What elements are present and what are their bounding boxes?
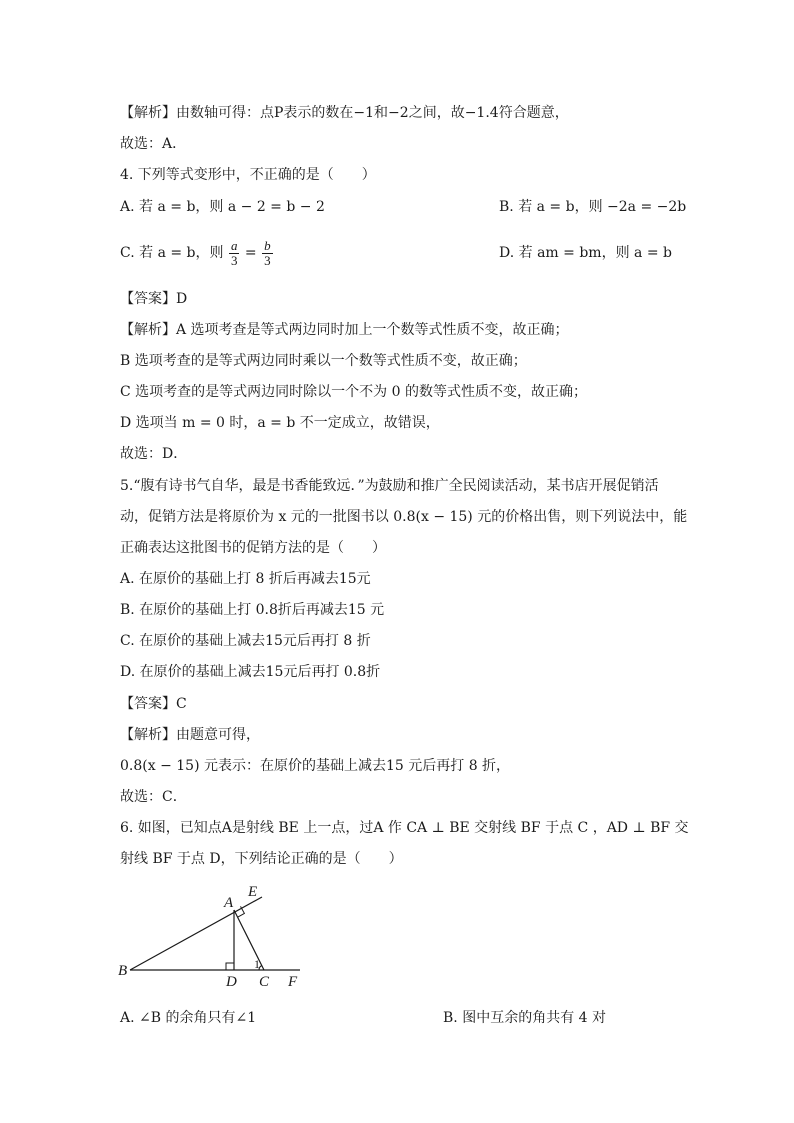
equals-sign: = [244,245,257,261]
right-angle-mark-d [226,963,234,970]
q4-stem: 4. 下列等式变形中，不正确的是（ ） [120,167,376,183]
q6-option-a: A. ∠B 的余角只有∠1 [120,1010,257,1026]
right-angle-mark-a [238,906,245,917]
q5-answer: 【答案】C [120,696,187,712]
q6-stem-line-2: 射线 BF 于点 D，下列结论正确的是（ ） [120,851,403,867]
fraction-denominator: 3 [264,252,271,268]
q5-option-a: A. 在原价的基础上打 8 折后再减去15元 [120,571,371,587]
geometry-figure [112,880,312,992]
q4-option-c [120,238,274,268]
q5-stem-line-3: 正确表达这批图书的促销方法的是（ ） [120,540,386,556]
label-e: E [248,884,258,900]
q6-stem-line-1: 6. 如图，已知点A是射线 BE 上一点，过A 作 CA ⊥ BE 交射线 BF 于点 C ，AD ⊥ BF 交 [120,820,689,836]
q3-analysis-line: 【解析】由数轴可得：点P表示的数在−1和−2之间，故−1.4符合题意， [120,105,569,121]
q5-option-c: C. 在原价的基础上减去15元后再打 8 折 [120,633,371,649]
label-b: B [118,963,128,979]
fraction-denominator: 3 [230,252,238,268]
fraction-b-over-3 [262,239,273,268]
q4-answer: 【答案】D [120,291,188,307]
fraction-numerator: a [230,237,238,253]
label-c: C [259,974,270,990]
q5-stem-line-1: 5.“腹有诗书气自华，最是书香能致远．”为鼓励和推广全民阅读活动，某书店开展促销活 [120,478,659,494]
q4-analysis-c: C 选项考查的是等式两边同时除以一个不为 0 的数等式性质不变，故正确； [120,384,587,400]
q5-analysis-line-1: 【解析】由题意可得， [120,727,260,743]
q5-option-b: B. 在原价的基础上打 0.8折后再减去15 元 [120,602,385,618]
q4-analysis-d: D 选项当 m = 0 时，a = b 不一定成立，故错误， [120,415,440,431]
label-a: A [224,895,234,911]
q5-analysis-line-2: 0.8(x − 15) 元表示：在原价的基础上减去15 元后再打 8 折， [120,758,511,774]
label-angle-1: 1 [254,957,260,971]
q4-option-b: B. 若 a = b，则 −2a = −2b [499,199,687,215]
q3-choice-line: 故选：A． [120,136,187,152]
q4-option-d: D. 若 am = bm，则 a = b [499,245,672,261]
q4-option-c-prefix: C. 若 a = b，则 [120,245,224,261]
q5-choice-line: 故选：C． [120,789,187,805]
q4-option-a: A. 若 a = b，则 a − 2 = b − 2 [120,199,325,215]
label-d: D [226,974,237,990]
q5-option-d: D. 在原价的基础上减去15元后再打 0.8折 [120,664,381,680]
label-f: F [288,974,298,990]
ray-b-e [130,897,262,970]
q4-analysis-a: 【解析】A 选项考查是等式两边同时加上一个数等式性质不变，故正确； [120,322,569,338]
fraction-a-over-3 [229,239,240,268]
q4-analysis-b: B 选项考查的是等式两边同时乘以一个数等式性质不变，故正确； [120,353,527,369]
q4-choice-line: 故选：D． [120,446,188,462]
fraction-numerator: b [264,237,271,253]
q5-stem-line-2: 动，促销方法是将原价为 x 元的一批图书以 0.8(x − 15) 元的价格出售，则下列说法中，能 [120,509,688,525]
q6-option-b: B. 图中互余的角共有 4 对 [443,1010,606,1026]
